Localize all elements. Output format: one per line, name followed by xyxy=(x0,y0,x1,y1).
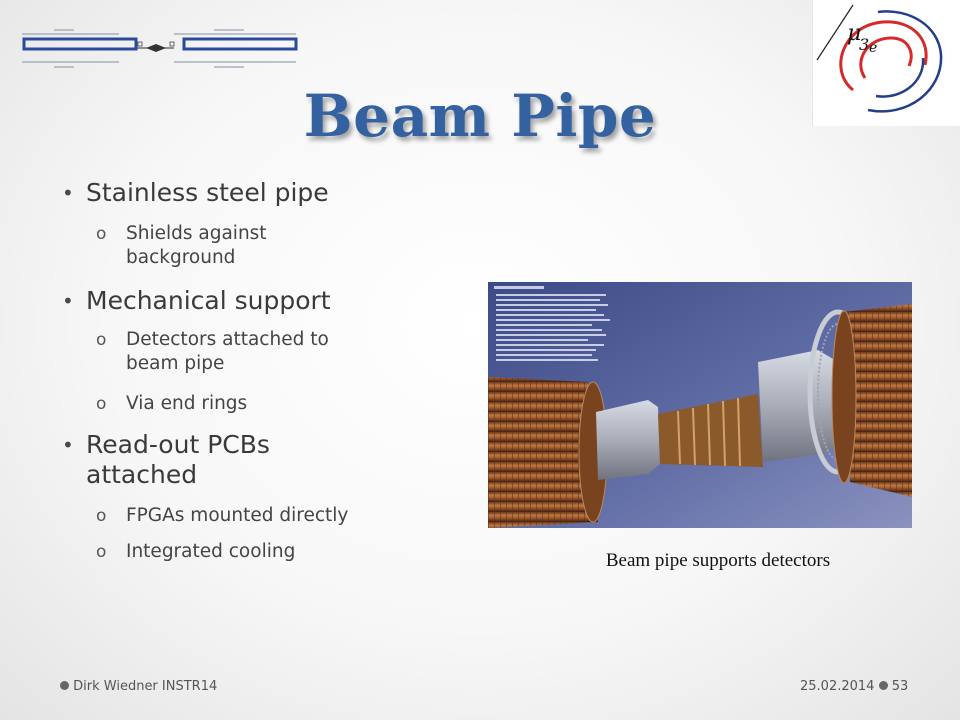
svg-text:e: e xyxy=(869,40,878,56)
page-number: 53 xyxy=(891,679,909,694)
bullet-item: • Mechanical support xyxy=(62,286,331,315)
bullet-item: • Stainless steel pipe xyxy=(62,178,329,207)
sub-bullet-o-icon: o xyxy=(96,542,107,562)
beam-pipe-cad-image xyxy=(488,282,912,528)
bullet-dot-icon: • xyxy=(62,289,74,313)
sub-bullet-item: o Via end rings xyxy=(96,393,248,414)
bullet-item: • Read-out PCBs attached xyxy=(62,430,270,489)
footer-date: 25.02.2014 xyxy=(800,679,875,694)
footer-author: Dirk Wiedner INSTR14 xyxy=(73,679,218,694)
footer-dot-icon xyxy=(60,681,69,690)
sub-bullet-o-icon: o xyxy=(96,394,107,414)
bullet-dot-icon: • xyxy=(62,433,74,457)
image-caption: Beam pipe supports detectors xyxy=(605,550,831,571)
bullet-list xyxy=(62,170,462,564)
bullet-dot-icon: • xyxy=(62,181,74,205)
sub-bullet-o-icon: o xyxy=(96,506,107,526)
svg-text:μ: μ xyxy=(847,21,862,46)
sub-bullet-item: o FPGAs mounted directly xyxy=(96,505,349,526)
sub-bullet-item: o Shields against background xyxy=(96,223,267,268)
detector-schematic-icon xyxy=(14,22,304,74)
footer-dot-icon xyxy=(879,681,888,690)
footer-right xyxy=(800,679,908,694)
footer-left xyxy=(60,679,217,694)
svg-text:3: 3 xyxy=(859,35,870,54)
slide-title: Beam Pipe xyxy=(303,82,657,150)
sub-bullet-o-icon: o xyxy=(96,224,107,244)
sub-bullet-item: o Integrated cooling xyxy=(96,541,296,562)
sub-bullet-o-icon: o xyxy=(96,330,107,350)
sub-bullet-item: o Detectors attached to beam pipe xyxy=(96,329,329,374)
